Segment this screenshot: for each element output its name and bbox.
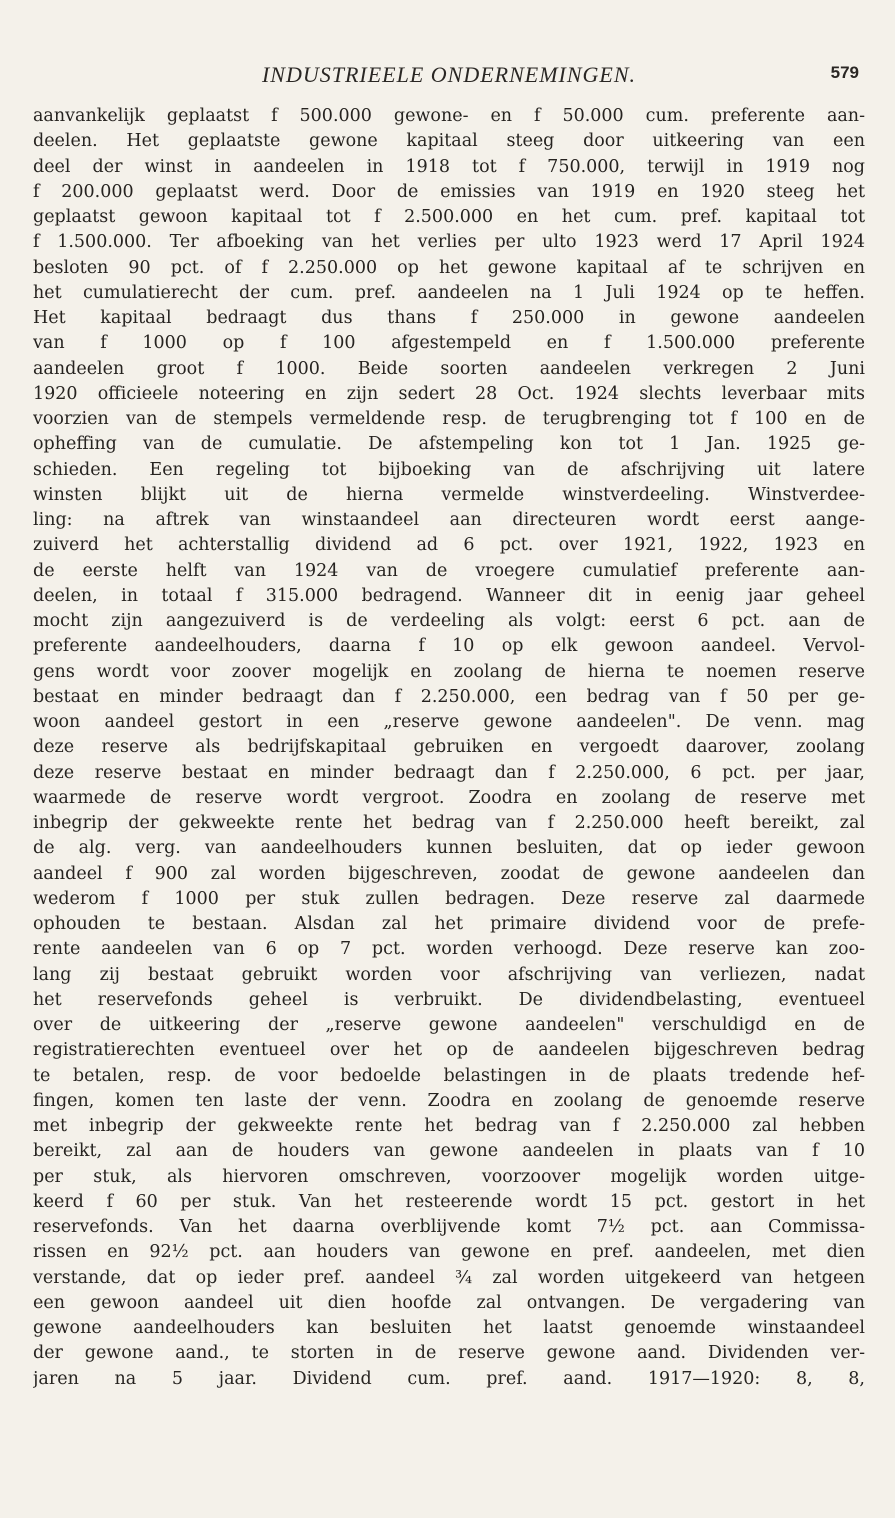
text-line: wederom f 1000 per stuk zullen bedragen. Deze reserve zal daarmede: [33, 888, 865, 909]
text-line: deze reserve als bedrijfskapitaal gebruiken en vergoedt daarover, zoolang: [33, 737, 865, 758]
text-line: reservefonds. Van het daarna overblijvende komt 7½ pct. aan Commissa-: [33, 1217, 865, 1237]
text-line: zuiverd het achterstallig dividend ad 6 pct. over 1921, 1922, 1923 en: [33, 535, 865, 556]
text-line: aandeelen groot f 1000. Beide soorten aandeelen verkregen 2 Juni: [33, 358, 865, 379]
text-line: te betalen, resp. de voor bedoelde belastingen in de plaats tredende hef-: [33, 1065, 865, 1086]
text-line: met inbegrip der gekweekte rente het bedrag van f 2.250.000 zal hebben: [33, 1116, 865, 1136]
text-line: registratierechten eventueel over het op de aandeelen bijgeschreven bedrag: [33, 1040, 865, 1061]
text-line: bestaat en minder bedraagt dan f 2.250.000, een bedrag van f 50 per ge-: [33, 686, 865, 707]
text-line: inbegrip der gekweekte rente het bedrag van f 2.250.000 heeft bereikt, zal: [33, 813, 865, 833]
text-line: de eerste helft van 1924 van de vroegere cumulatief preferente aan-: [33, 560, 865, 581]
text-line: Het kapitaal bedraagt dus thans f 250.000 in gewone aandeelen: [33, 308, 865, 328]
text-line: deelen. Het geplaatste gewone kapitaal steeg door uitkeering van een: [33, 131, 865, 152]
text-line: waarmede de reserve wordt vergroot. Zoodra en zoolang de reserve met: [33, 787, 865, 808]
text-line: voorzien van de stempels vermeldende resp. de terugbrenging tot f 100 en de: [33, 409, 865, 429]
text-line: bereikt, zal aan de houders van gewone aandeelen in plaats van f 10: [33, 1141, 865, 1162]
body-text: [33, 104, 865, 1392]
running-title: INDUSTRIEELE ONDERNEMINGEN.: [261, 62, 637, 87]
text-line: geplaatst gewoon kapitaal tot f 2.500.000 en het cum. pref. kapitaal tot: [33, 207, 865, 227]
text-line: het cumulatierecht der cum. pref. aandeelen na 1 Juli 1924 op te heffen.: [33, 282, 865, 303]
text-line: jaren na 5 jaar. Dividend cum. pref. aand. 1917—1920: 8, 8,: [33, 1368, 865, 1389]
text-line: schieden. Een regeling tot bijboeking van de afschrijving uit latere: [33, 459, 865, 480]
text-line: deze reserve bestaat en minder bedraagt dan f 2.250.000, 6 pct. per jaar,: [33, 762, 865, 783]
text-line: het reservefonds geheel is verbruikt. De dividendbelasting, eventueel: [33, 989, 865, 1010]
text-line: van f 1000 op f 100 afgestempeld en f 1.500.000 preferente: [33, 333, 865, 354]
text-line: f 200.000 geplaatst werd. Door de emissies van 1919 en 1920 steeg het: [33, 181, 865, 202]
text-line: besloten 90 pct. of f 2.250.000 op het gewone kapitaal af te schrijven en: [33, 257, 865, 278]
text-line: deelen, in totaal f 315.000 bedragend. Wanneer dit in eenig jaar geheel: [33, 585, 865, 606]
text-line: per stuk, als hiervoren omschreven, voorzoover mogelijk worden uitge-: [33, 1166, 865, 1187]
text-line: deel der winst in aandeelen in 1918 tot f 750.000, terwijl in 1919 nog: [33, 156, 865, 177]
text-line: rissen en 92½ pct. aan houders van gewone en pref. aandeelen, met dien: [33, 1242, 865, 1263]
text-line: opheffing van de cumulatie. De afstempeling kon tot 1 Jan. 1925 ge-: [33, 434, 865, 455]
text-line: de alg. verg. van aandeelhouders kunnen besluiten, dat op ieder gewoon: [33, 838, 865, 859]
text-line: aandeel f 900 zal worden bijgeschreven, zoodat de gewone aandeelen dan: [33, 863, 865, 884]
text-line: verstande, dat op ieder pref. aandeel ¾ zal worden uitgekeerd van hetgeen: [33, 1267, 865, 1288]
text-line: f 1.500.000. Ter afboeking van het verlies per ulto 1923 werd 17 April 1924: [33, 232, 865, 253]
text-line: ling: na aftrek van winstaandeel aan directeuren wordt eerst aange-: [33, 510, 865, 530]
text-line: over de uitkeering der „reserve gewone aandeelen" verschuldigd en de: [33, 1015, 865, 1035]
page-header: [33, 62, 865, 98]
text-line: fingen, komen ten laste der venn. Zoodra en zoolang de genoemde reserve: [33, 1090, 865, 1111]
text-line: ophouden te bestaan. Alsdan zal het primaire dividend voor de prefe-: [33, 914, 865, 934]
text-line: gens wordt voor zoover mogelijk en zoolang de hierna te noemen reserve: [33, 661, 865, 682]
text-line: keerd f 60 per stuk. Van het resteerende wordt 15 pct. gestort in het: [33, 1191, 865, 1212]
text-line: preferente aandeelhouders, daarna f 10 op elk gewoon aandeel. Vervol-: [33, 636, 865, 657]
text-line: der gewone aand., te storten in de reserve gewone aand. Dividenden ver-: [33, 1343, 865, 1364]
text-line: mocht zijn aangezuiverd is de verdeeling als volgt: eerst 6 pct. aan de: [33, 611, 865, 631]
text-line: gewone aandeelhouders kan besluiten het laatst genoemde winstaandeel: [33, 1318, 865, 1338]
text-line: winsten blijkt uit de hierna vermelde winstverdeeling. Winstverdee-: [33, 484, 865, 505]
text-line: lang zij bestaat gebruikt worden voor afschrijving van verliezen, nadat: [33, 964, 865, 985]
text-line: aanvankelijk geplaatst f 500.000 gewone- en f 50.000 cum. preferente aan-: [33, 106, 865, 126]
text-line: een gewoon aandeel uit dien hoofde zal ontvangen. De vergadering van: [33, 1292, 865, 1313]
text-line: rente aandeelen van 6 op 7 pct. worden verhoogd. Deze reserve kan zoo-: [33, 939, 865, 960]
page-number: 579: [830, 63, 859, 82]
text-line: woon aandeel gestort in een „reserve gewone aandeelen". De venn. mag: [33, 712, 865, 732]
text-line: 1920 officieele noteering en zijn sedert 28 Oct. 1924 slechts leverbaar mits: [33, 383, 865, 404]
